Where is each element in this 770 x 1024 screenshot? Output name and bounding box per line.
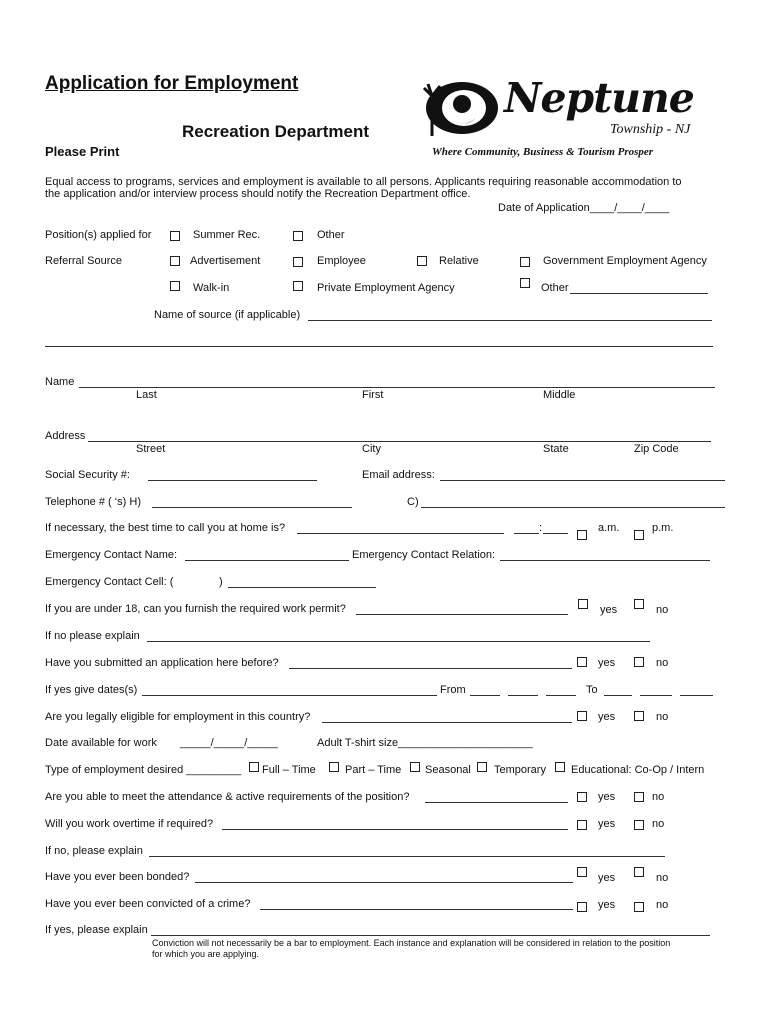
bonded-question: Have you ever been bonded? [45,871,190,883]
walkin-label: Walk-in [193,282,230,294]
logo-township: Township - NJ [610,122,691,137]
conviction-note-line-1: Conviction will not necessarily be a bar to employment. Each instance and explanation will be considered in relation to the position [152,938,671,948]
full-time-label: Full – Time [262,764,316,776]
private-agency-label: Private Employment Agency [317,282,455,294]
educational-checkbox[interactable] [555,762,565,772]
emergency-relation-label: Emergency Contact Relation: [352,549,496,561]
telephone-label: Telephone # ( ‘s) H) [45,496,141,508]
convicted-yes-checkbox[interactable] [577,902,587,912]
dates-line[interactable] [142,695,437,696]
private-agency-checkbox[interactable] [293,281,303,291]
full-time-checkbox[interactable] [249,762,259,772]
eligible-no-label: no [656,711,669,723]
emergency-name-label: Emergency Contact Name: [45,549,178,561]
eligible-question: Are you legally eligible for employment in this country? [45,711,311,723]
convicted-no-label: no [656,899,669,911]
referral-other-label: Other [541,282,569,294]
work-permit-no-label: no [656,604,669,616]
referral-other-checkbox[interactable] [520,278,530,288]
attendance-no-checkbox[interactable] [634,792,644,802]
from-year-line[interactable] [546,695,576,696]
referral-label: Referral Source [45,255,123,267]
source-name-line[interactable] [308,320,712,321]
intro-line-2: the application and/or interview process should notify the Recreation Department office. [45,188,471,200]
to-label: To [586,684,598,696]
state-label: State [543,443,569,455]
relative-label: Relative [439,255,479,267]
source-name-label: Name of source (if applicable) [154,309,301,321]
from-label: From [440,684,466,696]
city-label: City [362,443,381,455]
pm-checkbox[interactable] [634,530,644,540]
attendance-no-label: no [652,791,665,803]
name-line[interactable] [79,387,715,388]
overtime-explain-label: If no, please explain [45,845,143,857]
positions-label: Position(s) applied for [45,229,152,241]
employee-label: Employee [317,255,366,267]
middle-name-label: Middle [543,389,576,401]
to-month-line[interactable] [604,695,632,696]
work-permit-yes-checkbox[interactable] [578,599,588,609]
submitted-before-no-checkbox[interactable] [634,657,644,667]
to-year-line[interactable] [680,695,713,696]
attendance-yes-label: yes [598,791,616,803]
summer-rec-checkbox[interactable] [170,231,180,241]
neptune-logo [420,74,720,164]
emergency-cell-label: Emergency Contact Cell: ( [45,576,174,588]
work-permit-explain-line[interactable] [147,641,650,642]
source-name-line-2[interactable] [45,346,713,347]
employment-type-label: Type of employment desired _________ [45,764,242,776]
work-permit-explain-label: If no please explain [45,630,140,642]
work-permit-yes-label: yes [600,604,618,616]
tshirt-size-label[interactable]: Adult T-shirt size______________________ [317,737,533,749]
work-permit-line[interactable] [356,614,568,615]
part-time-checkbox[interactable] [329,762,339,772]
overtime-no-label: no [652,818,665,830]
from-day-line[interactable] [508,695,538,696]
best-time-line[interactable] [297,533,504,534]
ssn-label: Social Security #: [45,469,130,481]
submitted-before-no-label: no [656,657,669,669]
relative-checkbox[interactable] [417,256,427,266]
conviction-explain-label: If yes, please explain [45,924,148,936]
eligible-yes-checkbox[interactable] [577,711,587,721]
date-available-field[interactable]: _____/_____/_____ [180,737,278,749]
email-line[interactable] [440,480,725,481]
referral-other-line[interactable] [570,293,708,294]
government-agency-checkbox[interactable] [520,257,530,267]
email-label: Email address: [362,469,435,481]
logo-name: Neptune [504,74,694,122]
bonded-yes-checkbox[interactable] [577,867,587,877]
address-line[interactable] [88,441,711,442]
street-label: Street [136,443,166,455]
attendance-yes-checkbox[interactable] [577,792,587,802]
work-permit-question: If you are under 18, can you furnish the required work permit? [45,603,346,615]
emergency-name-line[interactable] [185,560,349,561]
intro-line-1: Equal access to programs, services and employment is available to all persons. Applicants requiring reasonable accommodation to [45,176,682,188]
date-of-application[interactable]: Date of Application____/____/____ [498,202,670,214]
seasonal-checkbox[interactable] [410,762,420,772]
educational-label: Educational: Co-Op / Intern [571,764,705,776]
eligible-line[interactable] [322,722,572,723]
date-available-label: Date available for work [45,737,157,749]
position-other-label: Other [317,229,345,241]
convicted-yes-label: yes [598,899,616,911]
position-other-checkbox[interactable] [293,231,303,241]
attendance-line[interactable] [425,802,568,803]
neptune-emblem-icon [420,78,500,138]
overtime-question: Will you work overtime if required? [45,818,214,830]
emergency-relation-line[interactable] [500,560,710,561]
attendance-question: Are you able to meet the attendance & active requirements of the position? [45,791,410,803]
temporary-label: Temporary [494,764,546,776]
best-time-hour-line[interactable] [514,533,539,534]
temporary-checkbox[interactable] [477,762,487,772]
eligible-yes-label: yes [598,711,616,723]
bonded-yes-label: yes [598,872,616,884]
home-phone-line[interactable] [152,507,352,508]
emergency-cell-paren: ) [219,576,223,588]
zip-label: Zip Code [634,443,679,455]
ssn-line[interactable] [148,480,317,481]
convicted-question: Have you ever been convicted of a crime? [45,898,251,910]
am-checkbox[interactable] [577,530,587,540]
overtime-no-checkbox[interactable] [634,820,644,830]
first-name-label: First [362,389,384,401]
overtime-yes-checkbox[interactable] [577,820,587,830]
pm-label: p.m. [652,522,674,534]
cell-phone-label: C) [407,496,419,508]
employee-checkbox[interactable] [293,257,303,267]
submitted-before-line[interactable] [289,668,572,669]
submitted-before-yes-label: yes [598,657,616,669]
last-name-label: Last [136,389,157,401]
name-label: Name [45,376,75,388]
bonded-line[interactable] [195,882,573,883]
please-print-label: Please Print [45,144,120,159]
conviction-explain-line[interactable] [151,935,710,936]
seasonal-label: Seasonal [425,764,471,776]
form-title: Application for Employment [45,73,299,94]
am-label: a.m. [598,522,620,534]
advertisement-checkbox[interactable] [170,256,180,266]
emergency-cell-line[interactable] [228,587,376,588]
overtime-line[interactable] [222,829,568,830]
advertisement-label: Advertisement [190,255,261,267]
summer-rec-label: Summer Rec. [193,229,261,241]
from-month-line[interactable] [470,695,500,696]
cell-phone-line[interactable] [421,507,725,508]
to-day-line[interactable] [640,695,672,696]
bonded-no-label: no [656,872,669,884]
walkin-checkbox[interactable] [170,281,180,291]
eligible-no-checkbox[interactable] [634,711,644,721]
submitted-before-question: Have you submitted an application here before? [45,657,279,669]
convicted-line[interactable] [260,909,573,910]
best-time-colon: : [539,522,543,534]
best-time-label: If necessary, the best time to call you at home is? [45,522,286,534]
overtime-yes-label: yes [598,818,616,830]
bonded-no-checkbox[interactable] [634,867,644,877]
dates-label: If yes give dates(s) [45,684,138,696]
address-label: Address [45,430,86,442]
part-time-label: Part – Time [345,764,402,776]
logo-tagline: Where Community, Business & Tourism Prosper [432,146,654,158]
department-title: Recreation Department [182,122,370,141]
conviction-note-line-2: for which you are applying. [152,949,260,959]
overtime-explain-line[interactable] [149,856,665,857]
convicted-no-checkbox[interactable] [634,902,644,912]
work-permit-no-checkbox[interactable] [634,599,644,609]
submitted-before-yes-checkbox[interactable] [577,657,587,667]
best-time-minute-line[interactable] [543,533,568,534]
government-agency-label: Government Employment Agency [543,255,707,267]
